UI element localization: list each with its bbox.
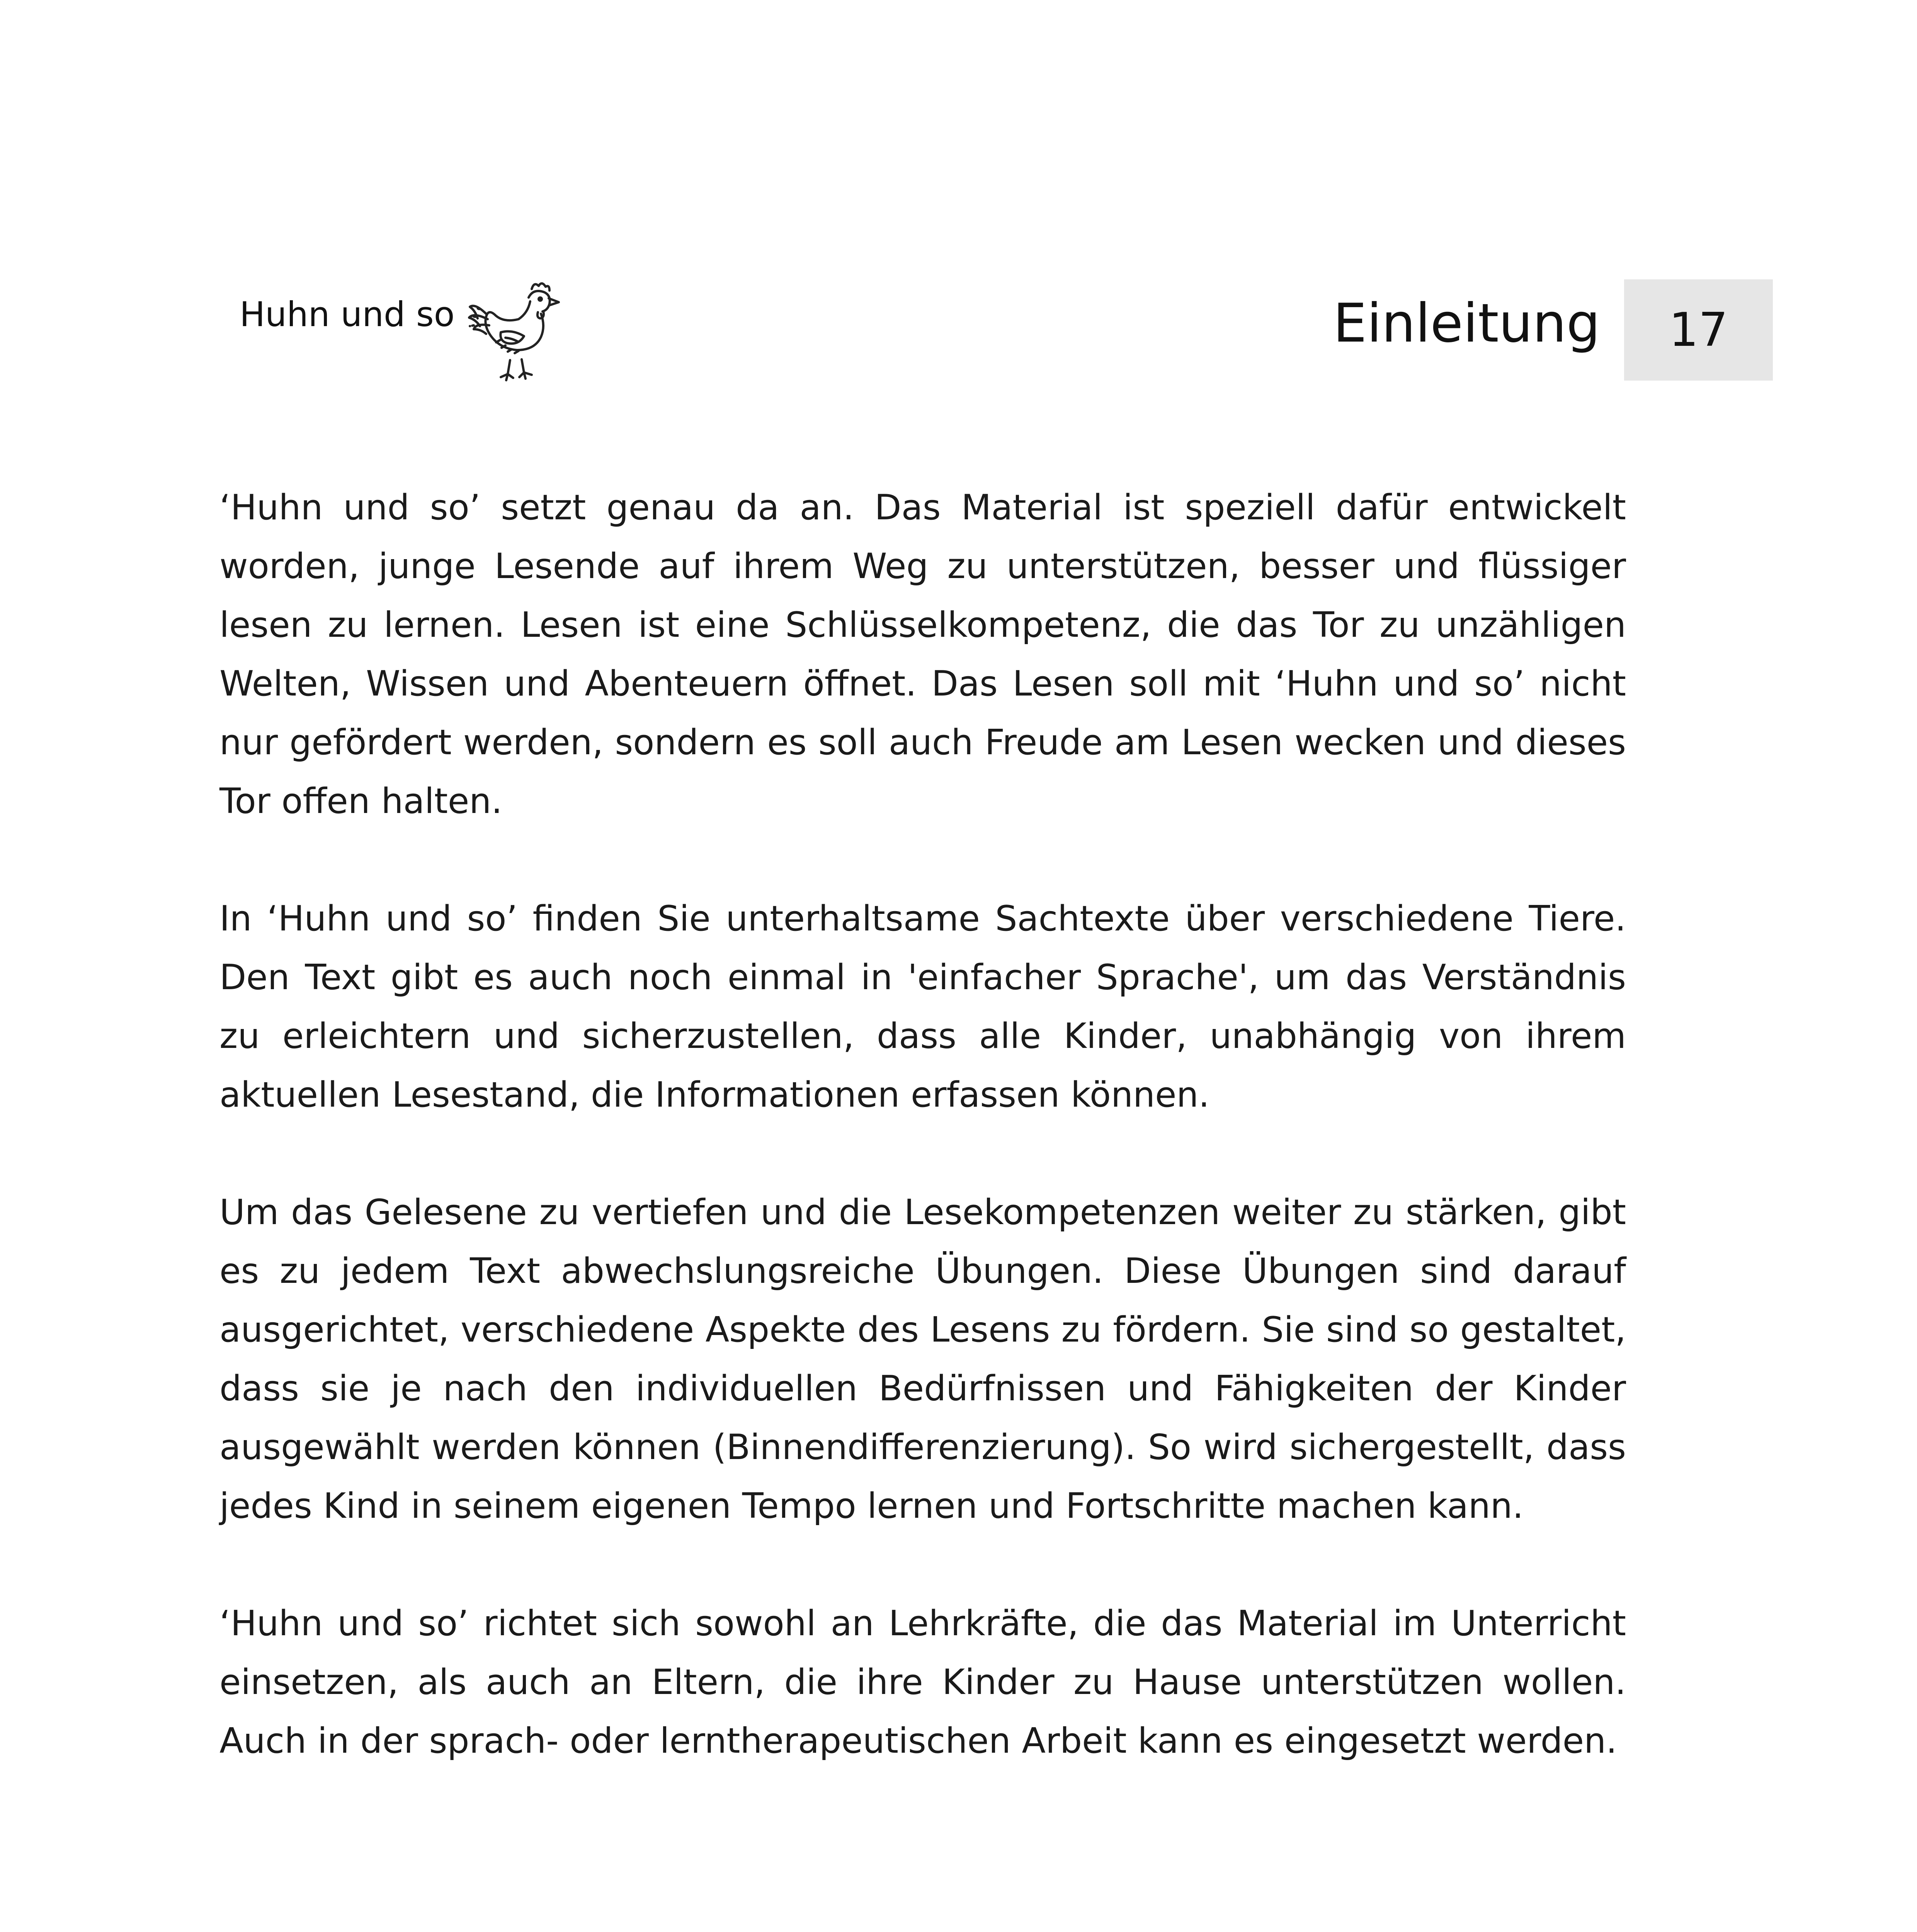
paragraph: ‘Huhn und so’ setzt genau da an. Das Material ist speziell dafür entwickelt worden, junge Lesende auf ihrem Weg zu unterstützen, besser und flüssiger lesen zu lernen. Lesen ist eine Schlüsselkompetenz, die das Tor zu unzähligen Welten, Wissen und Abenteuern öffnet. Das Lesen soll mit ‘Huhn und so’ nicht nur gefördert werden, sondern es soll auch Freude am Lesen wecken und dieses Tor offen halten. [219, 487, 1626, 821]
paragraph: ‘Huhn und so’ richtet sich sowohl an Lehrkräfte, die das Material im Unterricht einsetzen, als auch an Eltern, die ihre Kinder zu Hause unterstützen wollen. Auch in der sprach- oder lerntherapeutischen Arbeit kann es eingesetzt werden. [219, 1603, 1626, 1761]
brand-title: Huhn und so [240, 294, 455, 334]
chicken-icon [464, 274, 564, 386]
page-number [1624, 279, 1773, 381]
paragraph: In ‘Huhn und so’ finden Sie unterhaltsame Sachtexte über verschiedene Tiere. Den Text gibt es auch noch einmal in 'einfacher Sprache', um das Verständnis zu erleichtern und sicherzustellen, dass alle Kinder, unabhängig von ihrem aktuellen Lesestand, die Informationen erfassen können. [219, 898, 1626, 1115]
page-header [0, 0, 1917, 386]
page-number-text: 17 [1669, 303, 1728, 357]
body-text [219, 478, 1626, 1829]
section-title: Einleitung [1333, 292, 1601, 354]
paragraph: Um das Gelesene zu vertiefen und die Lesekompetenzen weiter zu stärken, gibt es zu jedem Text abwechslungsreiche Übungen. Diese Übungen sind darauf ausgerichtet, verschiedene Aspekte des Lesens zu fördern. Sie sind so gestaltet, dass sie je nach den individuellen Bedürfnissen und Fähigkeiten der Kinder ausgewählt werden können (Binnendifferenzierung). So wird sichergestellt, dass jedes Kind in seinem eigenen Tempo lernen und Fortschritte machen kann. [219, 1192, 1626, 1526]
